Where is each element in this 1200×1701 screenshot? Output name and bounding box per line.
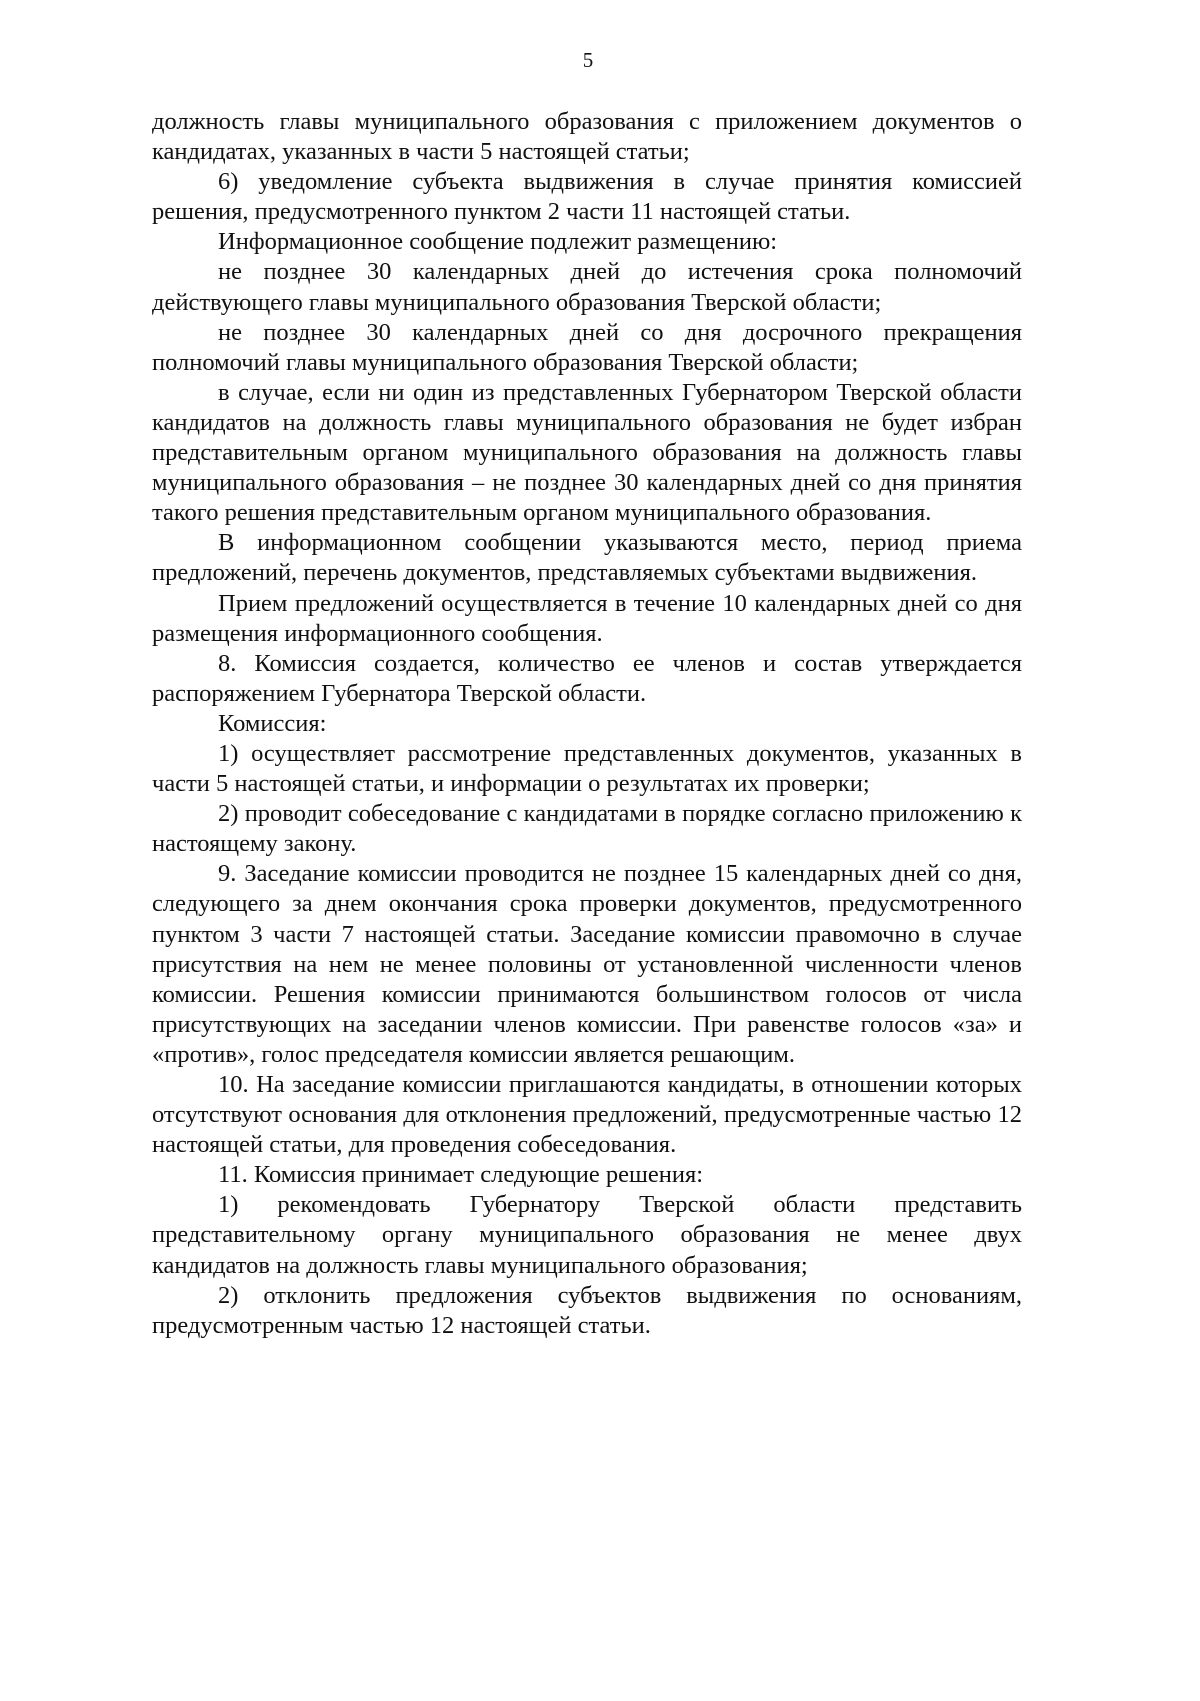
document-body	[152, 107, 1022, 1341]
paragraph-proposal-intake: Прием предложений осуществляется в течение 10 календарных дней со дня размещения информационного сообщения.	[152, 589, 1022, 647]
paragraph-part-10: 10. На заседание комиссии приглашаются кандидаты, в отношении которых отсутствуют основания для отклонения предложений, предусмотренные частью 12 настоящей статьи, для проведения собеседования.	[152, 1071, 1022, 1159]
page-number: 5	[582, 48, 594, 72]
paragraph-decision-1: 1) рекомендовать Губернатору Тверской области представить представительному органу муниципального образования не менее двух кандидатов на должность главы муниципального образования;	[152, 1191, 1022, 1279]
paragraph-item-6: 6) уведомление субъекта выдвижения в случае принятия комиссией решения, предусмотренного пунктом 2 части 11 настоящей статьи.	[152, 168, 1022, 226]
paragraph-info-message: Информационное сообщение подлежит размещению:	[218, 228, 778, 256]
paragraph-deadline-early-termination: не позднее 30 календарных дней со дня досрочного прекращения полномочий главы муниципального образования Тверской области;	[152, 318, 1022, 376]
paragraph-info-contents: В информационном сообщении указываются место, период приема предложений, перечень документов, представляемых субъектами выдвижения.	[152, 529, 1022, 587]
paragraph-decision-2: 2) отклонить предложения субъектов выдвижения по основаниям, предусмотренным частью 12 настоящей статьи.	[152, 1281, 1022, 1339]
paragraph-continuation: должность главы муниципального образования с приложением документов о кандидатах, указанных в части 5 настоящей статьи;	[152, 108, 1022, 166]
paragraph-commission-item-1: 1) осуществляет рассмотрение представленных документов, указанных в части 5 настоящей статьи, и информации о результатах их проверки;	[152, 739, 1022, 798]
paragraph-commission-item-2: 2) проводит собеседование с кандидатами в порядке согласно приложению к настоящему закону.	[152, 800, 1022, 858]
paragraph-commission-heading: Комиссия:	[218, 709, 327, 737]
paragraph-part-9: 9. Заседание комиссии проводится не позднее 15 календарных дней со дня, следующего за днем окончания срока проверки документов, предусмотренного пунктом 3 части 7 настоящей статьи. Заседание комиссии правомочно в случае присутствия на нем не менее половины от установленной численности членов комиссии. Решения комиссии принимаются большинством голосов от числа присутствующих на заседании членов комиссии. При равенстве голосов «за» и «против», голос председателя комиссии является решающим.	[152, 860, 1022, 1068]
paragraph-deadline-expiry: не позднее 30 календарных дней до истечения срока полномочий действующего главы муниципального образования Тверской области;	[152, 258, 1022, 316]
paragraph-part-8: 8. Комиссия создается, количество ее членов и состав утверждается распоряжением Губернатора Тверской области.	[152, 649, 1022, 707]
paragraph-deadline-not-elected: в случае, если ни один из представленных Губернатором Тверской области кандидатов на должность главы муниципального образования не будет избран представительным органом муниципального образования на должность главы муниципального образования – не позднее 30 календарных дней со дня принятия такого решения представительным органом муниципального образования.	[152, 378, 1022, 527]
paragraph-part-11: 11. Комиссия принимает следующие решения:	[218, 1161, 704, 1189]
